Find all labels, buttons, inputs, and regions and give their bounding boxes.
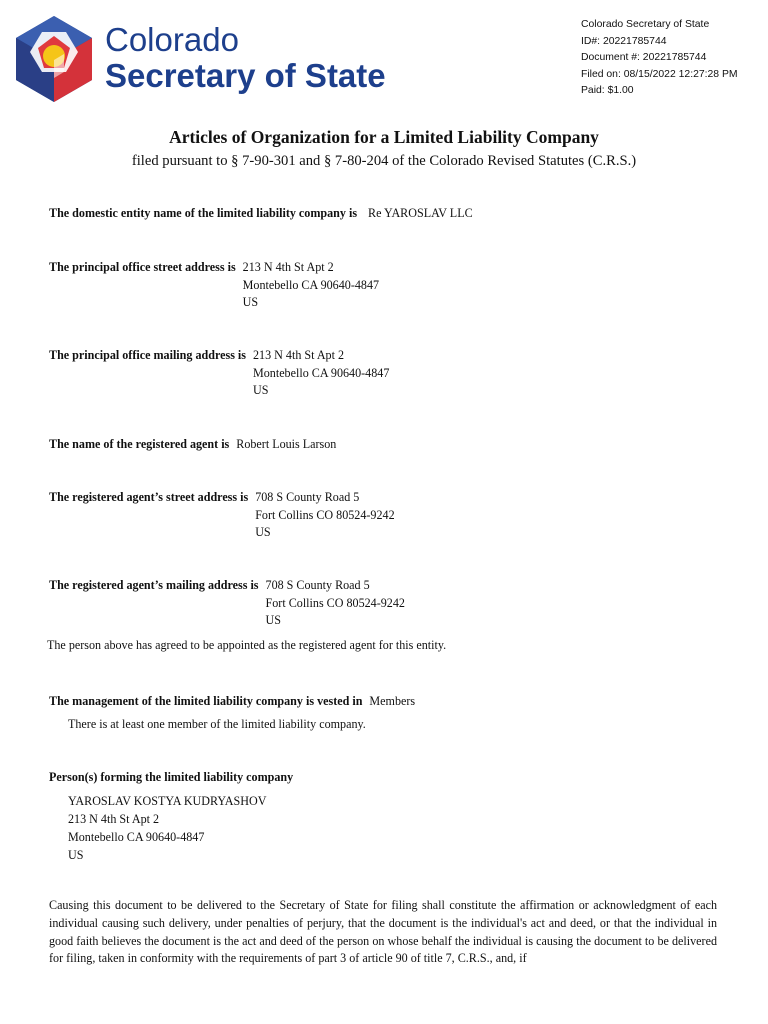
agent-street-label: The registered agent’s street address is xyxy=(49,490,249,504)
agent-name-row xyxy=(49,436,336,454)
filing-info xyxy=(581,17,738,100)
entity-name-value: Re YAROSLAV LLC xyxy=(368,206,473,220)
agent-consent-text: The person above has agreed to be appointed as the registered agent for this entity. xyxy=(47,638,447,652)
address-line: Montebello CA 90640-4847 xyxy=(242,277,380,292)
agent-street-value xyxy=(255,489,394,542)
address-line: Fort Collins CO 80524-9242 xyxy=(255,507,395,522)
brand-secretary-of-state: Secretary of State xyxy=(105,57,386,94)
address-line: US xyxy=(265,613,281,628)
entity-name-row xyxy=(49,205,473,223)
management-label: The management of the limited liability company is vested in xyxy=(49,694,363,708)
principal-mailing-label: The principal office mailing address is xyxy=(49,348,246,362)
agent-name-value: Robert Louis Larson xyxy=(236,437,337,451)
formers-block xyxy=(68,792,266,864)
filing-document-number: Document #: 20221785744 xyxy=(581,52,707,63)
affirmation-paragraph: Causing this document to be delivered to the Secretary of State for filing shall constitute the affirmation or acknowledgment of each individual causing such delivery, under penalties of perjury, that the document is the individual's act and deed, or that the individual in good faith believes the document is the act and deed of the person on whose behalf the individual is causing the document to be delivered for filing, taken in conformity with the requirements of part 3 of article 90 of title 7, C.R.S., and, if xyxy=(49,898,717,966)
address-line: US xyxy=(252,383,269,398)
address-line: 213 N 4th St Apt 2 xyxy=(242,260,334,274)
management-row xyxy=(49,693,415,711)
filing-date: Filed on: 08/15/2022 12:27:28 PM xyxy=(581,68,738,80)
brand-colorado: Colorado xyxy=(105,21,239,58)
principal-street-row xyxy=(49,259,379,312)
principal-mailing-value xyxy=(253,347,389,400)
address-line: 708 S County Road 5 xyxy=(265,578,370,592)
principal-mailing-row xyxy=(49,347,389,400)
management-note: There is at least one member of the limited liability company. xyxy=(68,717,366,731)
agent-mailing-value xyxy=(266,577,405,630)
agent-name-label: The name of the registered agent is xyxy=(49,437,230,451)
address-line: Montebello CA 90640-4847 xyxy=(68,830,205,844)
principal-street-label: The principal office street address is xyxy=(49,260,236,274)
address-line: Fort Collins CO 80524-9242 xyxy=(265,595,405,610)
address-line: US xyxy=(255,525,271,540)
entity-name-label: The domestic entity name of the limited liability company is xyxy=(49,206,358,220)
agent-mailing-row xyxy=(49,577,405,630)
agent-mailing-label: The registered agent’s mailing address is xyxy=(49,578,259,592)
formers-heading: Person(s) forming the limited liability company xyxy=(49,770,294,784)
principal-street-value xyxy=(243,259,379,312)
filing-id: ID#: 20221785744 xyxy=(581,35,667,47)
address-line: 213 N 4th St Apt 2 xyxy=(68,812,160,826)
document-title: Articles of Organization for a Limited Liability Company xyxy=(169,127,599,147)
address-line: 708 S County Road 5 xyxy=(255,490,360,504)
agent-street-row xyxy=(49,489,395,542)
management-value: Members xyxy=(369,694,416,708)
filing-paid: Paid: $1.00 xyxy=(581,85,634,96)
address-line: 213 N 4th St Apt 2 xyxy=(252,348,345,362)
document-subtitle: filed pursuant to § 7-90-301 and § 7-80-204 of the Colorado Revised Statutes (C.R.S.) xyxy=(131,153,637,169)
address-line: US xyxy=(242,295,259,310)
address-line: Montebello CA 90640-4847 xyxy=(252,365,390,380)
address-line: US xyxy=(68,848,84,862)
colorado-cube-logo-icon xyxy=(12,14,96,102)
former-name: YAROSLAV KOSTYA KUDRYASHOV xyxy=(68,794,267,808)
filing-agency: Colorado Secretary of State xyxy=(581,19,710,30)
